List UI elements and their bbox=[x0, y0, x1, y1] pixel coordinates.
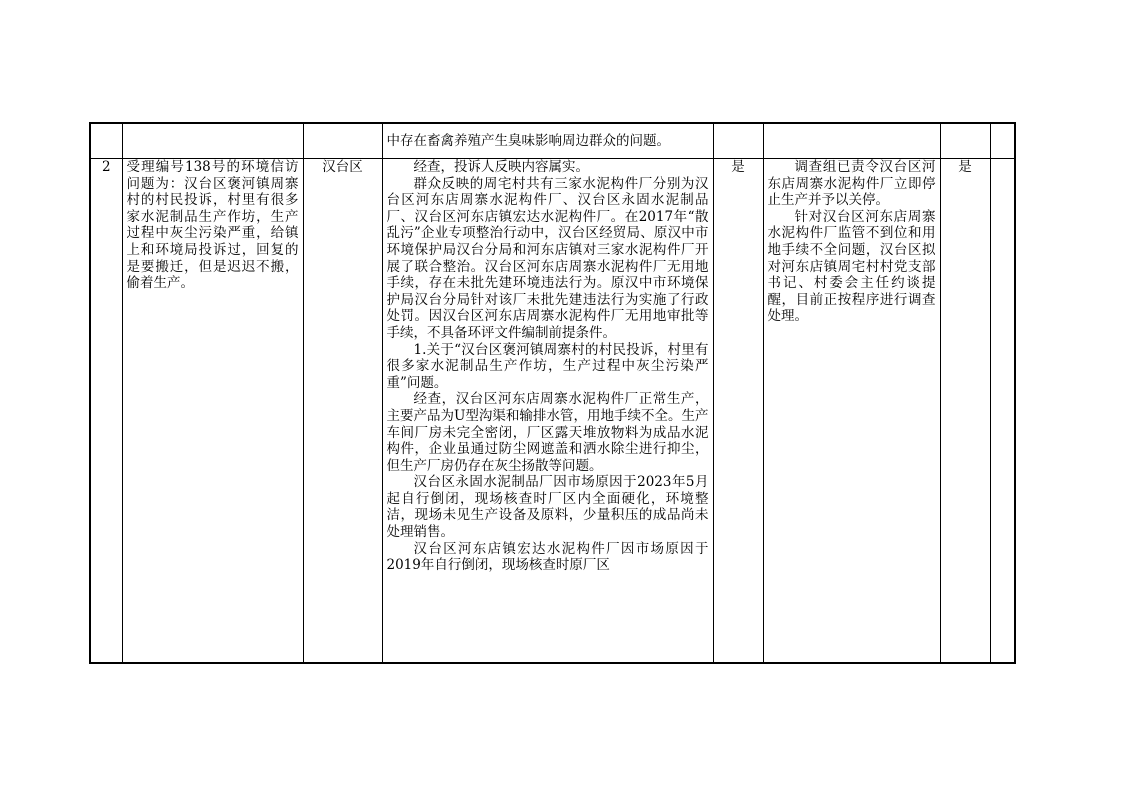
closed-cell: 是 bbox=[940, 159, 990, 664]
complaint-table bbox=[89, 122, 1016, 664]
table-row bbox=[90, 123, 1015, 159]
findings-paragraph: 汉台区永固水泥制品厂因市场原因于2023年5月起自行倒闭，现场核查时厂区内全面硬化，环境整洁，现场未见生产设备及原料，少量积压的成品尚未处理销售。 bbox=[386, 474, 709, 541]
verified-cell: 是 bbox=[713, 159, 763, 664]
findings-paragraph: 汉台区河东店镇宏达水泥构件厂因市场原因于2019年自行倒闭，现场核查时原厂区 bbox=[386, 540, 709, 574]
findings-cell bbox=[382, 159, 713, 664]
findings-paragraph: 中存在畜禽养殖产生臭味影响周边群众的问题。 bbox=[386, 132, 670, 149]
table-row bbox=[90, 159, 1015, 664]
closed-cell bbox=[940, 123, 990, 159]
remarks-cell bbox=[990, 159, 1015, 664]
row-number-cell bbox=[90, 123, 122, 159]
issue-cell: 受理编号138号的环境信访问题为：汉台区褒河镇周寨村的村民投诉，村里有很多家水泥制品生产作坊，生产过程中灰尘污染严重，给镇上和环境局投诉过，回复的是要搬迁，但是迟迟不搬，偷着生产。 bbox=[122, 159, 303, 664]
district-cell: 汉台区 bbox=[303, 159, 382, 664]
findings-paragraph: 经查，投诉人反映内容属实。 bbox=[413, 159, 589, 175]
measures-paragraph: 针对汉台区河东店周寨水泥构件厂监管不到位和用地手续不全问题，汉台区拟对河东店镇周宅村村党支部书记、村委会主任约谈提醒，目前正按程序进行调查处理。 bbox=[767, 208, 936, 325]
findings-paragraph: 1.关于“汉台区褒河镇周寨村的村民投诉，村里有很多家水泥制品生产作坊，生产过程中灰尘污染严重”问题。 bbox=[386, 341, 709, 391]
measures-paragraph: 调查组已责令汉台区河东店周寨水泥构件厂立即停止生产并予以关停。 bbox=[767, 159, 936, 209]
remarks-cell bbox=[990, 123, 1015, 159]
issue-cell bbox=[122, 123, 303, 159]
findings-paragraph: 经查，汉台区河东店周寨水泥构件厂正常生产，主要产品为U型沟渠和输排水管，用地手续不全。生产车间厂房未完全密闭，厂区露天堆放物料为成品水泥构件，企业虽通过防尘网遮盖和洒水除尘进行抑尘，但生产厂房仍存在灰尘扬散等问题。 bbox=[386, 391, 709, 474]
findings-cell bbox=[382, 123, 713, 159]
district-cell bbox=[303, 123, 382, 159]
measures-cell bbox=[763, 123, 940, 159]
row-number-cell: 2 bbox=[90, 159, 122, 664]
findings-paragraph: 群众反映的周宅村共有三家水泥构件厂分别为汉台区河东店周寨水泥构件厂、汉台区永固水泥制品厂、汉台区河东店镇宏达水泥构件厂。在2017年“散乱污”企业专项整治行动中，汉台区经贸局、原汉中市环境保护局汉台分局和河东店镇对三家水泥构件厂开展了联合整治。汉台区河东店周寨水泥构件厂无用地手续，存在未批先建环境违法行为。原汉中市环境保护局汉台分局针对该厂未批先建违法行为实施了行政处罚。因汉台区河东店周寨水泥构件厂无用地审批等手续，不具备环评文件编制前提条件。 bbox=[386, 175, 709, 341]
measures-cell bbox=[763, 159, 940, 664]
verified-cell bbox=[713, 123, 763, 159]
